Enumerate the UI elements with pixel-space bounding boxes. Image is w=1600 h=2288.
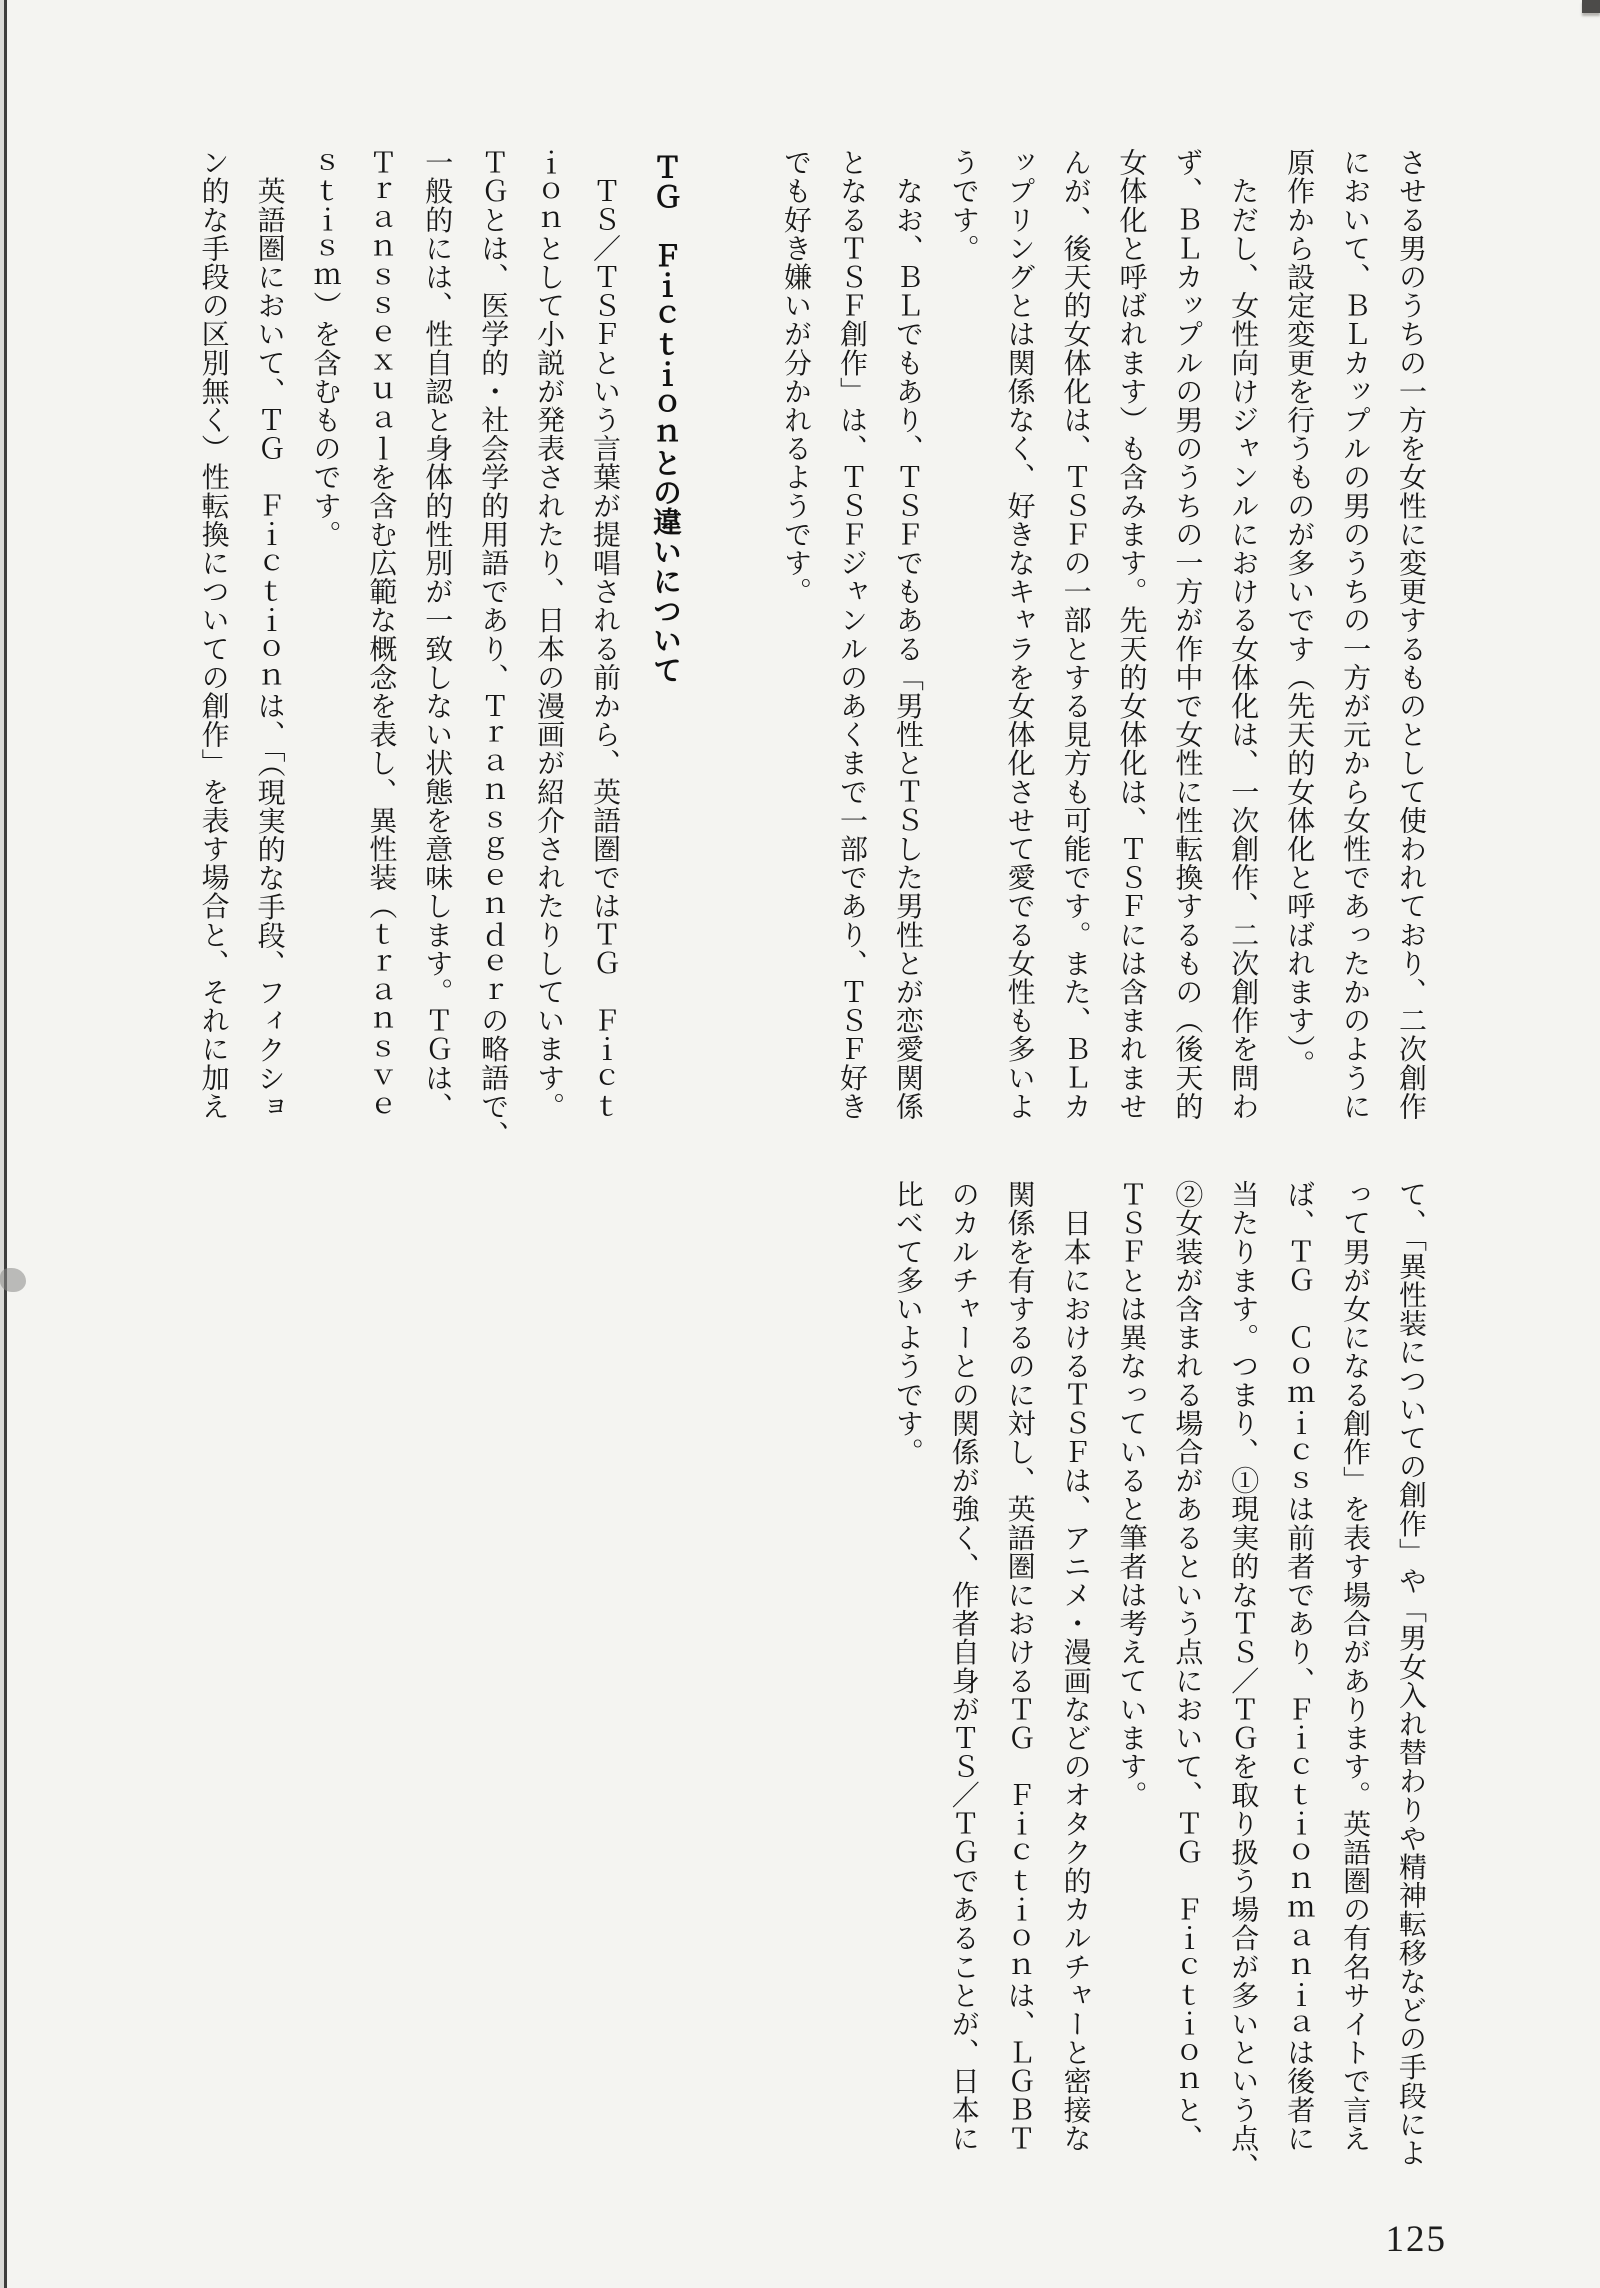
text-column: ば、ＴＧ Ｃｏｍｉｃｓは前者であり、Ｆｉｃｔｉｏｎｍａｎｉａは後者に <box>1283 1180 1315 2153</box>
text-column: ｓｔｉｓｍ）を含むものです。 <box>309 148 341 549</box>
text-column: のカルチャーとの関係が強く、作者自身がＴＳ／ＴＧであることが、日本に <box>947 1180 979 2153</box>
text-column: て、「異性装についての創作」や「男女入れ替わりや精神転移などの手段によ <box>1395 1180 1426 2167</box>
text-column: ＴＧとは、医学的・社会学的用語であり、Ｔｒａｎｓｇｅｎｄｅｒの略語で、 <box>477 148 509 1149</box>
text-column: 原作から設定変更を行うものが多いです（先天的女体化と呼ばれます）。 <box>1283 148 1315 1078</box>
text-column: となるＴＳＦ創作」は、ＴＳＦジャンルのあくまで一部であり、ＴＳＦ好き <box>835 148 867 1121</box>
scan-left-edge-line <box>4 0 7 2288</box>
text-column: なお、ＢＬでもあり、ＴＳＦでもある「男性とＴＳした男性とが恋愛関係 <box>891 148 923 1121</box>
text-column: ＴＳ／ＴＳＦという言葉が提唱される前から、英語圏ではＴＧ Ｆｉｃｔ <box>589 148 620 1121</box>
text-column: ン的な手段の区別無く）性転換についての創作」を表す場合と、それに加え <box>197 148 229 1121</box>
scan-artifact-corner <box>1582 0 1600 13</box>
text-column: ＴＳＦとは異なっていると筆者は考えています。 <box>1115 1180 1147 1810</box>
text-column: 女体化と呼ばれます）も含みます。先天的女体化は、ＴＳＦには含まれませ <box>1115 148 1147 1121</box>
text-column: でも好き嫌いが分かれるようです。 <box>780 148 812 606</box>
body-paragraphs-bottom <box>879 1180 1438 2181</box>
body-paragraphs-top-left <box>185 148 632 1149</box>
text-column: って男が女になる創作」を表す場合があります。英語圏の有名サイトで言え <box>1339 1180 1371 2153</box>
section-heading: ＴＧ Ｆｉｃｔｉｏｎとの違いについて <box>649 152 681 685</box>
text-column: 日本におけるＴＳＦは、アニメ・漫画などのオタク的カルチャーと密接な <box>1059 1180 1091 2153</box>
text-column: 関係を有するのに対し、英語圏におけるＴＧ Ｆｉｃｔｉｏｎは、ＬＧＢＴ <box>1003 1180 1035 2153</box>
page-number: 125 <box>1385 2219 1447 2260</box>
scan-artifact-blob <box>0 1268 26 1292</box>
text-column: ただし、女性向けジャンルにおける女体化は、一次創作、二次創作を問わ <box>1227 148 1259 1121</box>
text-column: 英語圏において、ＴＧ Ｆｉｃｔｉｏｎは、「（現実的な手段、フィクショ <box>253 148 285 1121</box>
text-column: ②女装が含まれる場合があるという点において、ＴＧ Ｆｉｃｔｉｏｎと、 <box>1171 1180 1203 2153</box>
text-column: において、ＢＬカップルの男のうちの一方が元から女性であったかのように <box>1339 148 1371 1121</box>
text-column: うです。 <box>947 148 979 263</box>
text-column: 当たります。つまり、①現実的なＴＳ／ＴＧを取り扱う場合が多いという点、 <box>1227 1180 1259 2181</box>
text-column: 比べて多いようです。 <box>891 1180 923 1466</box>
text-column: 一般的には、性自認と身体的性別が一致しない状態を意味します。ＴＧは、 <box>421 148 453 1121</box>
text-column: んが、後天的女体化は、ＴＳＦの一部とする見方も可能です。また、ＢＬカ <box>1059 148 1091 1121</box>
text-column: ップリングとは関係なく、好きなキャラを女体化させて愛でる女性も多いよ <box>1003 148 1035 1121</box>
text-column: Ｔｒａｎｓｓｅｘｕａｌを含む広範な概念を表し、異性装（ｔｒａｎｓｖｅ <box>365 148 397 1121</box>
text-column: ず、ＢＬカップルの男のうちの一方が作中で女性に性転換するもの（後天的 <box>1171 148 1203 1121</box>
text-column: させる男のうちの一方を女性に変更するものとして使われており、二次創作 <box>1395 148 1426 1121</box>
body-paragraphs-top <box>767 148 1438 1120</box>
text-column: ｉｏｎとして小説が発表されたり、日本の漫画が紹介されたりしています。 <box>533 148 565 1121</box>
